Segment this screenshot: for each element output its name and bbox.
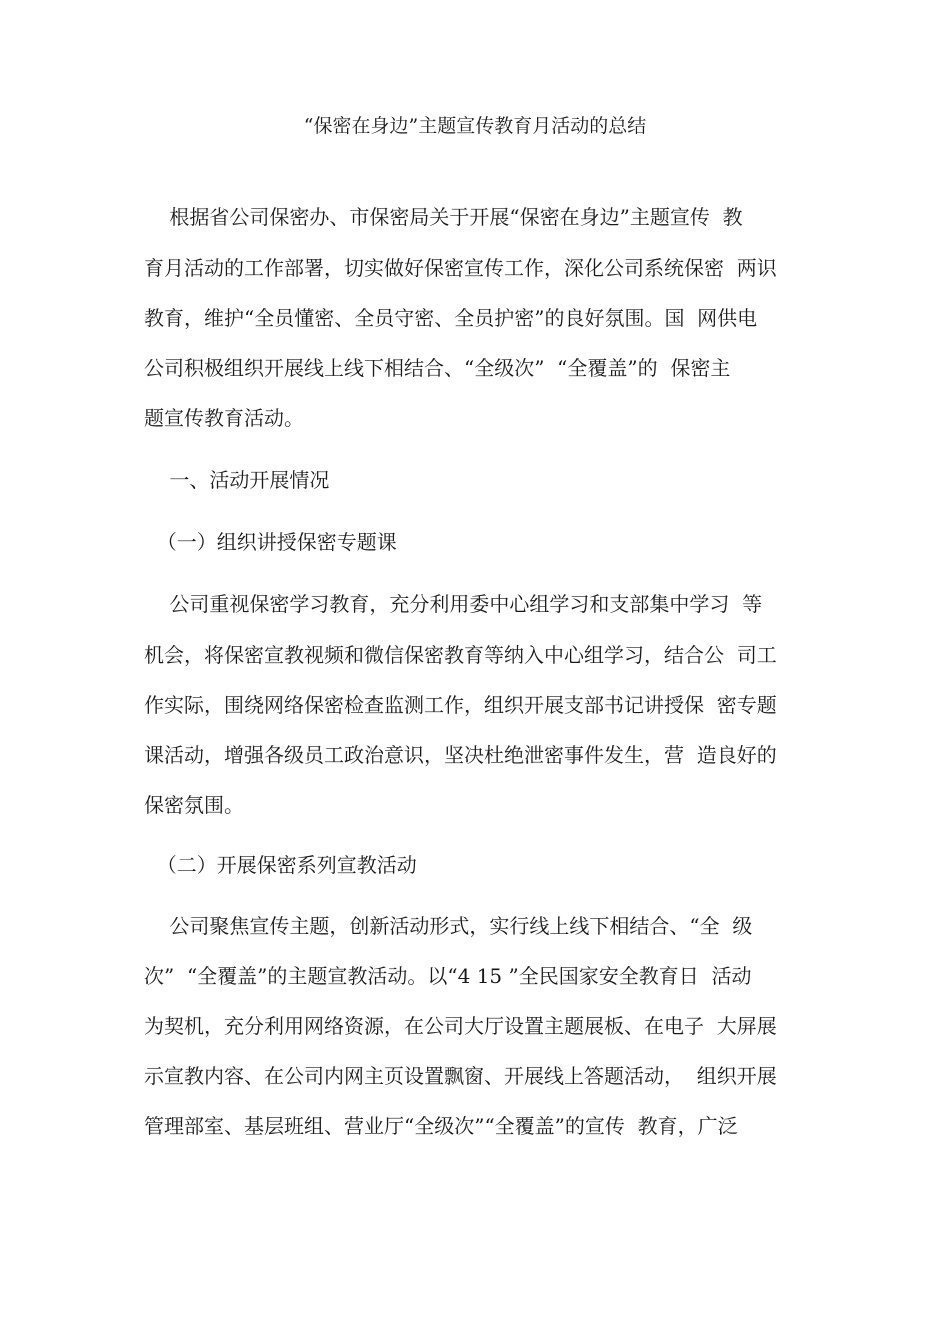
intro-line: 育月活动的工作部署，切实做好保密宣传工作，深化公司系统保密 两识: [144, 256, 777, 280]
paragraph-line: 课活动，增强各级员工政治意识，坚决杜绝泄密事件发生，营 造良好的: [144, 743, 777, 767]
paragraph-line: 次” “全覆盖”的主题宣教活动。以“4 15 ”全民国家安全教育日 活动: [144, 964, 752, 988]
document-title: “保密在身边”主题宣传教育月活动的总结: [303, 115, 647, 137]
paragraph-line: 示宣教内容、在公司内网主页设置飘窗、开展线上答题活动， 组织开展: [144, 1064, 777, 1088]
subsection-heading: （一）组织讲授保密专题课: [144, 530, 397, 554]
paragraph-line: 为契机，充分利用网络资源，在公司大厅设置主题展板、在电子 大屏展: [144, 1014, 777, 1038]
paragraph-line: 管理部室、基层班组、营业厅“全级次”“全覆盖”的宣传 教育，广泛: [144, 1114, 738, 1138]
paragraph-line: 机会，将保密宣教视频和微信保密教育等纳入中心组学习，结合公 司工: [144, 643, 777, 667]
paragraph-line: 公司聚焦宣传主题，创新活动形式，实行线上线下相结合、“全 级: [144, 914, 753, 938]
paragraph-line: 保密氛围。: [144, 793, 244, 817]
intro-line: 根据省公司保密办、市保密局关于开展“保密在身边”主题宣传 教: [144, 205, 743, 229]
paragraph-line: 公司重视保密学习教育，充分利用委中心组学习和支部集中学习 等: [144, 592, 763, 616]
subsection-heading: （二）开展保密系列宣教活动: [144, 853, 417, 877]
intro-line: 公司积极组织开展线上线下相结合、“全级次” “全覆盖”的 保密主: [144, 356, 731, 380]
intro-line: 题宣传教育活动。: [144, 406, 304, 430]
paragraph-line: 作实际，围绕网络保密检查监测工作，组织开展支部书记讲授保 密专题: [144, 693, 777, 717]
section-heading: 一、活动开展情况: [144, 468, 330, 492]
intro-line: 教育，维护“全员懂密、全员守密、全员护密”的良好氛围。国 网供电: [144, 306, 758, 330]
